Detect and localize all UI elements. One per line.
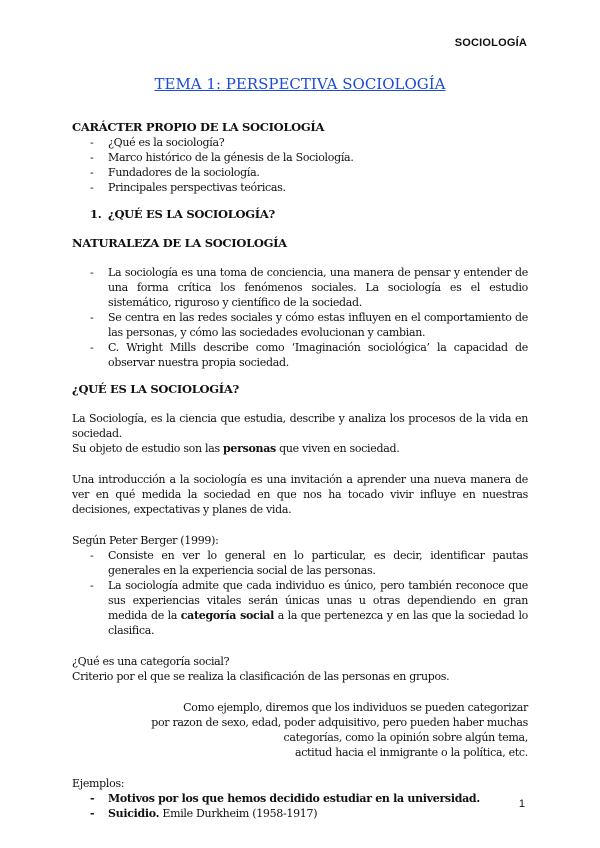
berger-item2-bold: categoría social — [180, 609, 275, 622]
naturaleza-list — [72, 265, 528, 370]
list-item: - Principales perspectivas teóricas. — [72, 180, 528, 195]
section-1-heading — [72, 207, 528, 222]
definition-text: La Sociología, es la ciencia que estudia, describe y analiza los procesos de la vida en sociedad. — [72, 412, 528, 440]
section-title: ¿QUÉ ES LA SOCIOLOGÍA? — [108, 207, 275, 221]
section-number: 1. — [90, 207, 102, 221]
example-quote — [72, 700, 528, 760]
paragraph-introduction: Una introducción a la sociología es una invitación a aprender una nueva manera de ver en qué medida la sociedad en que nos ha tocado vivir influye en nuestras decisiones, expectativas y planes de vida. — [72, 473, 528, 516]
document-title: TEMA 1: PERSPECTIVA SOCIOLOGÍA — [154, 75, 446, 93]
heading-que-es: ¿QUÉ ES LA SOCIOLOGÍA? — [72, 382, 239, 396]
ejemplo-2-bold: Suicidio. — [108, 807, 160, 820]
berger-list — [72, 548, 528, 638]
heading-caracter: CARÁCTER PROPIO DE LA SOCIOLOGÍA — [72, 120, 325, 134]
quote-line: Como ejemplo, diremos que los individuos se pueden categorizar — [183, 701, 528, 714]
categoria-question: ¿Qué es una categoría social? — [72, 655, 230, 668]
berger-item2-pre: La sociología admite que cada individuo es único, pero también reconoce que sus experiencias vitales serán únicas unas u otras dependiendo en gran medida de la — [108, 579, 528, 622]
list-item — [72, 578, 528, 638]
list-item: - La sociología es una toma de conciencia, una manera de pensar y entender de una forma crítica los fenómenos sociales. La sociología es el estudio sistemático, riguroso y científico de la sociedad. — [72, 265, 528, 310]
quote-line: por razon de sexo, edad, poder adquisitivo, pero pueden haber muchas — [151, 716, 528, 729]
list-item — [72, 806, 528, 821]
object-text-post: que viven en sociedad. — [275, 442, 400, 455]
list-item: - Consiste en ver lo general en lo particular, es decir, identificar pautas generales en la experiencia social de las personas. — [72, 548, 528, 578]
list-item: - ¿Qué es la sociología? — [72, 135, 528, 150]
quote-line: categorías, como la opinión sobre algún tema, — [283, 731, 528, 744]
ejemplo-2-rest: Emile Durkheim (1958-1917) — [159, 807, 318, 820]
object-text-bold: personas — [223, 442, 276, 455]
list-item: - C. Wright Mills describe como ‘Imaginación sociológica’ la capacidad de observar nuestra propia sociedad. — [72, 340, 528, 370]
categoria-answer: Criterio por el que se realiza la clasificación de las personas en grupos. — [72, 670, 450, 683]
page-number: 1 — [518, 798, 525, 810]
list-item: - Fundadores de la sociología. — [72, 165, 528, 180]
document-body — [72, 120, 528, 821]
list-item — [72, 791, 528, 806]
berger-item2-post: a la que pertenezca y en las que la sociedad lo clasifica. — [108, 609, 528, 637]
list-item: - Se centra en las redes sociales y cómo estas influyen en el comportamiento de las personas, y cómo las sociedades evolucionan y cambian. — [72, 310, 528, 340]
ejemplos-label: Ejemplos: — [72, 777, 125, 790]
heading-naturaleza: NATURALEZA DE LA SOCIOLOGÍA — [72, 236, 287, 250]
list-item: - Marco histórico de la génesis de la Sociología. — [72, 150, 528, 165]
object-text-pre: Su objeto de estudio son las — [72, 442, 223, 455]
ejemplo-1: Motivos por los que hemos decidido estudiar en la universidad. — [108, 792, 480, 805]
paragraph-definition — [72, 411, 528, 456]
berger-intro: Según Peter Berger (1999): — [72, 534, 219, 547]
quote-line: actitud hacia el inmigrante o la política, etc. — [294, 746, 528, 759]
page-header: SOCIOLOGÍA — [454, 37, 527, 49]
caracter-list — [72, 135, 528, 195]
ejemplos-list — [72, 791, 528, 821]
